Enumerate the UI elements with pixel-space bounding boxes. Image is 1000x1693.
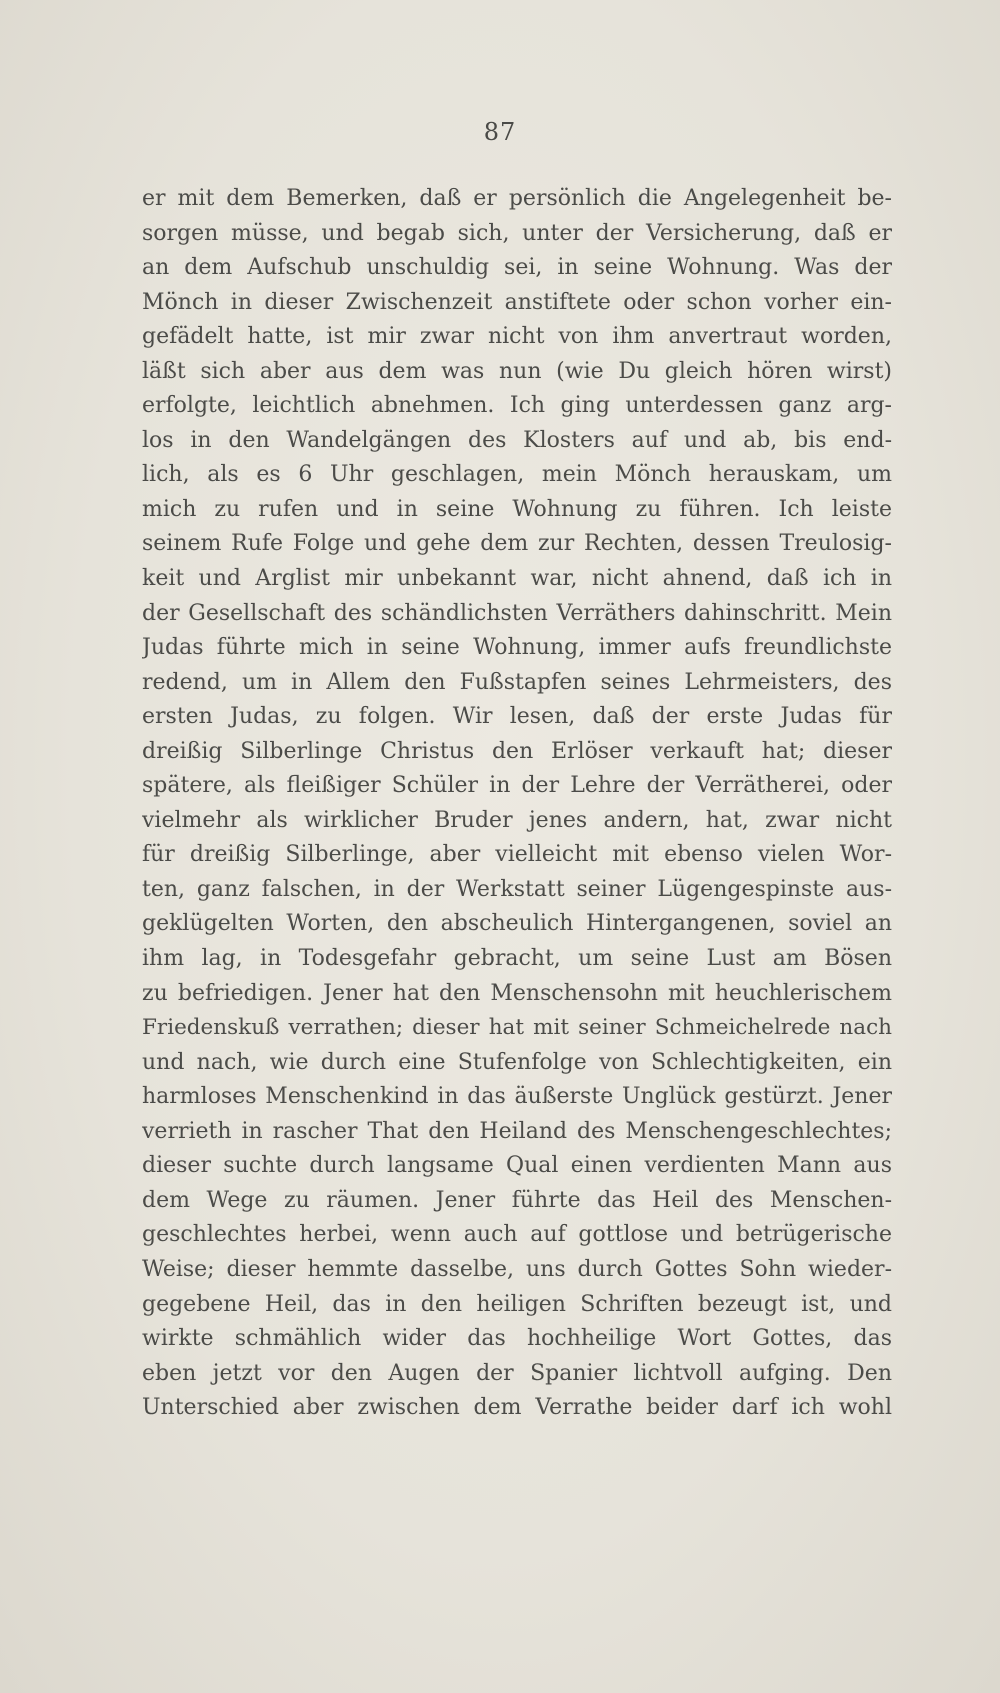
text-line: vielmehr als wirklicher Bruder jenes andern, hat, zwar nicht <box>142 807 892 833</box>
text-line: keit und Arglist mir unbekannt war, nicht ahnend, daß ich in <box>142 566 892 592</box>
text-line: ersten Judas, zu folgen. Wir lesen, daß der erste Judas für <box>142 704 892 730</box>
text-line: Mönch in dieser Zwischenzeit anstiftete oder schon vorher ein- <box>142 289 892 315</box>
text-line: zu befriedigen. Jener hat den Menschensohn mit heuchlerischem <box>142 980 892 1006</box>
text-line: gegebene Heil, das in den heiligen Schriften bezeugt ist, und <box>142 1291 892 1317</box>
text-line: Judas führte mich in seine Wohnung, immer aufs freundlichste <box>142 635 892 661</box>
text-line: Unterschied aber zwischen dem Verrathe beider darf ich wohl <box>142 1395 892 1421</box>
text-line: wirkte schmählich wider das hochheilige Wort Gottes, das <box>142 1326 892 1352</box>
text-line: erfolgte, leichtlich abnehmen. Ich ging unterdessen ganz arg- <box>142 393 892 419</box>
text-line: Weise; dieser hemmte dasselbe, uns durch Gottes Sohn wieder- <box>142 1256 892 1282</box>
text-line: eben jetzt vor den Augen der Spanier lichtvoll aufging. Den <box>142 1360 892 1386</box>
text-line: er mit dem Bemerken, daß er persönlich die Angelegenheit be- <box>142 186 892 211</box>
text-line: mich zu rufen und in seine Wohnung zu führen. Ich leiste <box>142 496 892 522</box>
text-line: und nach, wie durch eine Stufenfolge von Schlechtigkeiten, ein <box>142 1049 892 1075</box>
text-line: lich, als es 6 Uhr geschlagen, mein Mönch herauskam, um <box>142 462 892 488</box>
text-line: dem Wege zu räumen. Jener führte das Heil des Menschen- <box>142 1187 892 1213</box>
text-line: dieser suchte durch langsame Qual einen verdienten Mann aus <box>142 1153 892 1179</box>
text-line: für dreißig Silberlinge, aber vielleicht mit ebenso vielen Wor- <box>142 842 892 868</box>
text-line: Friedenskuß verrathen; dieser hat mit seiner Schmeichelrede nach <box>142 1015 892 1041</box>
text-line: sorgen müsse, und begab sich, unter der Versicherung, daß er <box>142 220 892 246</box>
text-line: gefädelt hatte, ist mir zwar nicht von ihm anvertraut worden, <box>142 324 892 350</box>
text-line: harmloses Menschenkind in das äußerste Unglück gestürzt. Jener <box>142 1084 892 1110</box>
text-line: geklügelten Worten, den abscheulich Hintergangenen, soviel an <box>142 911 892 937</box>
text-line: ihm lag, in Todesgefahr gebracht, um seine Lust am Bösen <box>142 946 892 972</box>
text-line: der Gesellschaft des schändlichsten Verräthers dahinschritt. Mein <box>142 600 892 626</box>
text-line: seinem Rufe Folge und gehe dem zur Rechten, dessen Treulosig- <box>142 531 892 557</box>
text-line: dreißig Silberlinge Christus den Erlöser verkauft hat; dieser <box>142 738 892 764</box>
text-line: los in den Wandelgängen des Klosters auf und ab, bis end- <box>142 427 892 453</box>
text-line: redend, um in Allem den Fußstapfen seines Lehrmeisters, des <box>142 669 892 695</box>
text-line: an dem Aufschub unschuldig sei, in seine Wohnung. Was der <box>142 255 892 281</box>
text-line: spätere, als fleißiger Schüler in der Lehre der Verrätherei, oder <box>142 773 892 799</box>
body-text <box>142 182 892 1426</box>
text-line: verrieth in rascher That den Heiland des Menschengeschlechtes; <box>142 1118 892 1144</box>
page-number: 87 <box>483 118 517 146</box>
text-line: läßt sich aber aus dem was nun (wie Du gleich hören wirst) <box>142 358 892 384</box>
text-line: ten, ganz falschen, in der Werkstatt seiner Lügengespinste aus- <box>142 876 892 902</box>
text-line: geschlechtes herbei, wenn auch auf gottlose und betrügerische <box>142 1222 892 1248</box>
